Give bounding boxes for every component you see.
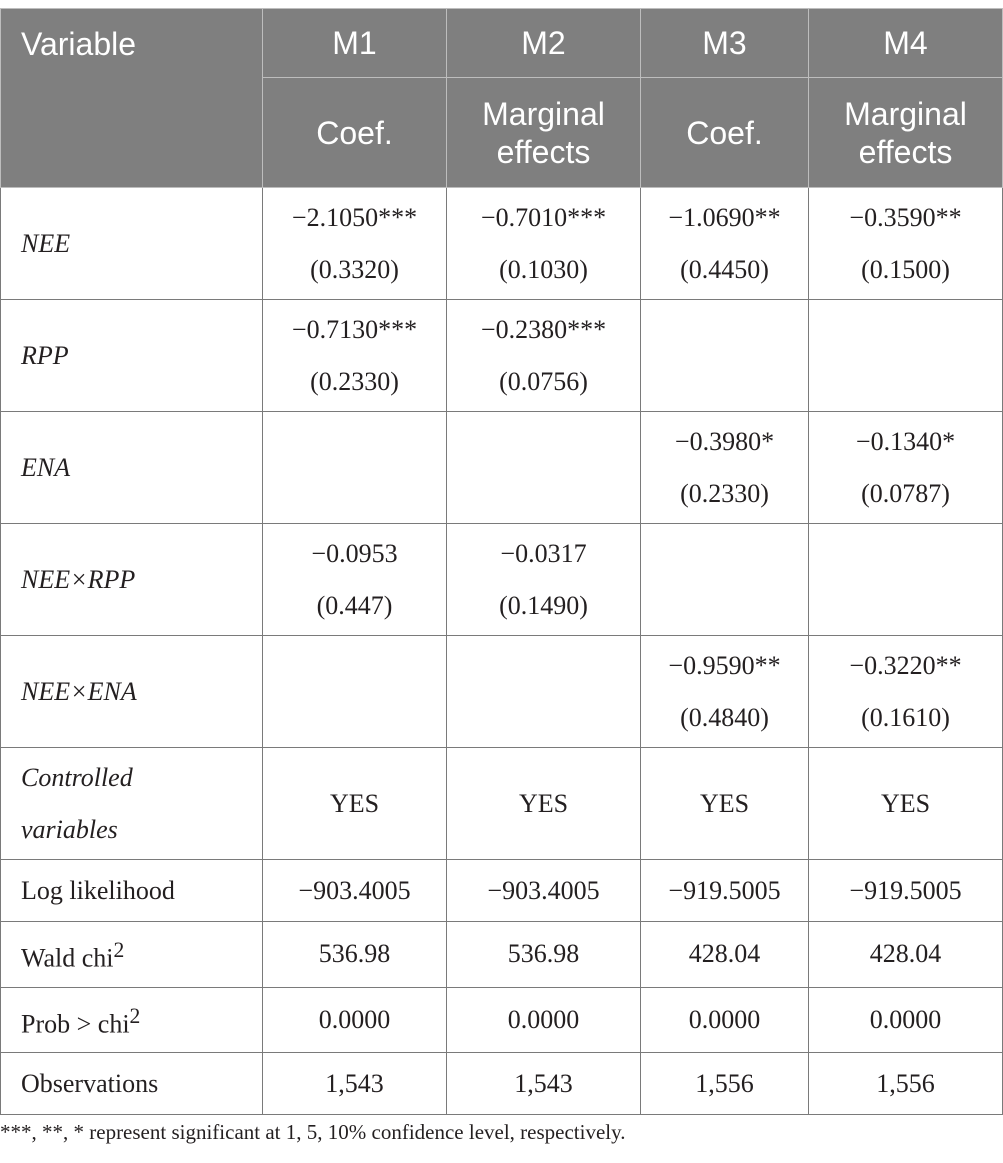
row-label-text: Prob > chi [21,1009,130,1039]
model-header-m1: M1 [263,9,447,78]
table-cell: 1,543 [263,1053,447,1115]
coefficient-value: −0.3590** [849,202,962,232]
subheader-m2: Marginal effects [447,78,641,188]
coefficient-value: −0.0953 [311,538,398,568]
coefficient-value: −0.7130*** [291,314,418,344]
table-cell-empty [263,412,447,524]
table-cell: −919.5005 [641,860,809,922]
row-label: NEE [1,188,263,300]
standard-error: (0.1490) [499,590,588,620]
standard-error: (0.3320) [310,254,399,284]
table-row-nee-x-rpp [1,524,1003,636]
model-header-m2: M2 [447,9,641,78]
table-cell [641,188,809,300]
standard-error: (0.2330) [680,478,769,508]
table-cell [447,300,641,412]
row-label: ENA [1,412,263,524]
table-header [1,9,1003,188]
standard-error: (0.447) [316,590,393,620]
coefficient-value: −0.0317 [500,538,587,568]
table-cell: YES [263,748,447,860]
row-label: NEE×RPP [1,524,263,636]
table-cell-empty [263,636,447,748]
table-cell: 1,543 [447,1053,641,1115]
table-cell: 1,556 [641,1053,809,1115]
table-cell-empty [641,524,809,636]
table-cell [809,188,1003,300]
table-cell: 0.0000 [447,987,641,1053]
standard-error: (0.0756) [499,366,588,396]
table-cell: −919.5005 [809,860,1003,922]
row-label [1,987,263,1053]
coefficient-value: −1.0690** [668,202,781,232]
regression-table-container [0,8,1003,1115]
header-row-models [1,9,1003,78]
standard-error: (0.4840) [680,702,769,732]
table-footnote: ***, **, * represent significant at 1, 5, 10% confidence level, respectively. [0,1120,626,1144]
table-cell: YES [809,748,1003,860]
table-row-rpp [1,300,1003,412]
table-row-wald-chi2 [1,922,1003,988]
table-cell: 0.0000 [263,987,447,1053]
superscript: 2 [129,1003,141,1028]
table-cell: 1,556 [809,1053,1003,1115]
table-cell-empty [809,300,1003,412]
table-cell [809,412,1003,524]
standard-error: (0.1500) [861,254,950,284]
table-body [1,188,1003,1115]
table-cell [263,524,447,636]
table-cell: 0.0000 [641,987,809,1053]
table-cell: YES [447,748,641,860]
coefficient-value: −0.3980* [674,426,775,456]
standard-error: (0.4450) [680,254,769,284]
table-cell-empty [447,636,641,748]
coefficient-value: −0.7010*** [480,202,607,232]
row-label-text: Wald chi [21,943,114,973]
table-row-ena [1,412,1003,524]
table-row-nee [1,188,1003,300]
table-cell: 536.98 [447,922,641,988]
table-cell-empty [641,300,809,412]
table-cell-empty [447,412,641,524]
table-cell [809,636,1003,748]
subheader-m4: Marginal effects [809,78,1003,188]
table-row-nee-x-ena [1,636,1003,748]
superscript: 2 [113,938,125,962]
table-cell: 0.0000 [809,987,1003,1053]
table-cell-empty [809,524,1003,636]
variable-column-header: Variable [1,9,263,188]
regression-table [0,8,1003,1115]
table-cell: −903.4005 [263,860,447,922]
table-cell [447,188,641,300]
row-label [1,748,263,860]
coefficient-value: −0.1340* [855,426,956,456]
table-cell: −903.4005 [447,860,641,922]
standard-error: (0.2330) [310,366,399,396]
standard-error: (0.1030) [499,254,588,284]
coefficient-value: −0.3220** [849,650,962,680]
table-row-prob-chi2 [1,987,1003,1053]
row-label: Observations [1,1053,263,1115]
row-label [1,922,263,988]
row-label: RPP [1,300,263,412]
standard-error: (0.1610) [861,702,950,732]
coefficient-value: −2.1050*** [291,202,418,232]
coefficient-value: −0.2380*** [480,314,607,344]
row-label: NEE×ENA [1,636,263,748]
coefficient-value: −0.9590** [668,650,781,680]
model-header-m3: M3 [641,9,809,78]
table-cell [641,636,809,748]
table-cell: YES [641,748,809,860]
row-label-line: Controlled [21,762,133,792]
table-cell [263,188,447,300]
model-header-m4: M4 [809,9,1003,78]
table-cell [641,412,809,524]
table-cell: 428.04 [641,922,809,988]
subheader-m3: Coef. [641,78,809,188]
row-label: Log likelihood [1,860,263,922]
row-label-line: variables [21,814,118,844]
table-cell: 428.04 [809,922,1003,988]
subheader-m1: Coef. [263,78,447,188]
table-cell [447,524,641,636]
standard-error: (0.0787) [861,478,950,508]
table-row-observations [1,1053,1003,1115]
table-row-controlled [1,748,1003,860]
table-row-log-likelihood [1,860,1003,922]
table-cell: 536.98 [263,922,447,988]
table-cell [263,300,447,412]
